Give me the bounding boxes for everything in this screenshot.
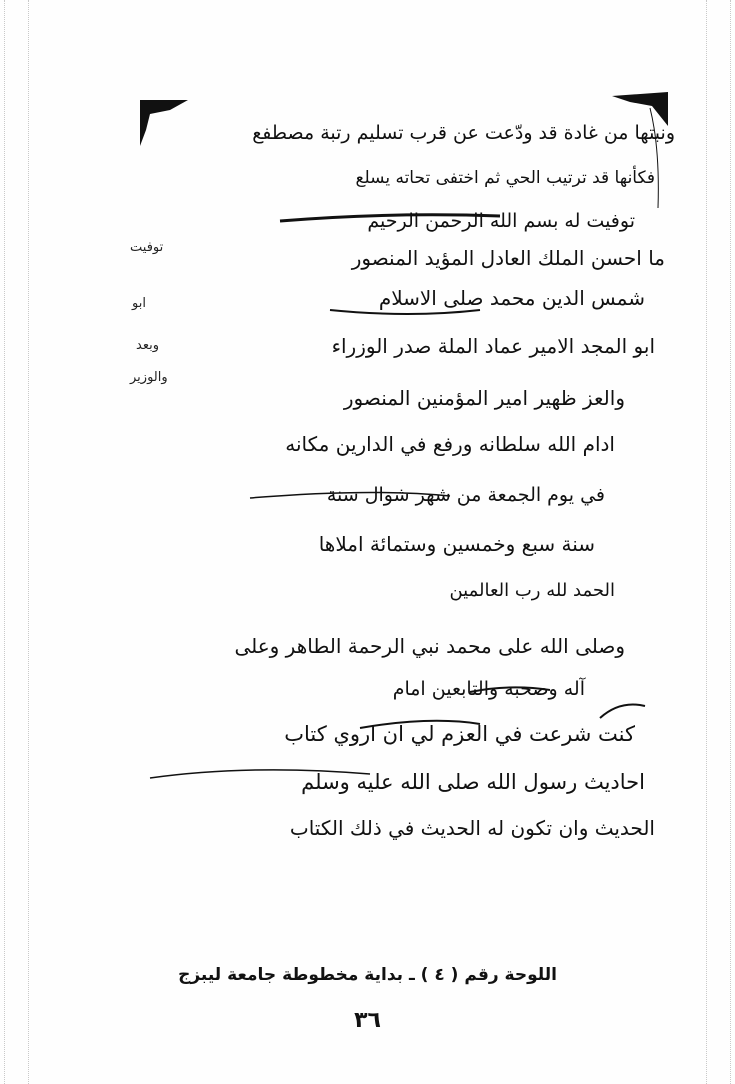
right-inner-guide <box>706 0 707 1084</box>
manuscript-line-11: الحمد لله رب العالمين <box>449 580 615 601</box>
manuscript-line-5: شمس الدين محمد صلى الاسلام <box>378 286 645 310</box>
manuscript-line-7: والعز ظهير امير المؤمنين المنصور <box>343 386 625 410</box>
manuscript-line-9: في يوم الجمعة من شهر شوال سنة <box>326 484 605 506</box>
margin-note-4: والوزير <box>130 370 168 385</box>
manuscript-line-13: آله وصحبه والتابعين امام <box>392 678 585 700</box>
manuscript-line-10: سنة سبع وخمسين وستمائة املاها <box>318 532 595 556</box>
right-edge-guide <box>730 0 731 1084</box>
manuscript-line-15: احاديث رسول الله صلى الله عليه وسلم <box>301 770 645 794</box>
manuscript-line-6: ابو المجد الامير عماد الملة صدر الوزراء <box>331 334 655 358</box>
manuscript-line-3: توفيت له بسم الله الرحمن الرحيم <box>367 210 635 232</box>
left-edge-guide <box>4 0 5 1084</box>
manuscript-line-14: كنت شرعت في العزم لي ان اروي كتاب <box>284 722 635 746</box>
manuscript-line-16: الحديث وان تكون له الحديث في ذلك الكتاب <box>289 816 655 840</box>
margin-note-3: وبعد <box>136 338 159 353</box>
figure-caption: اللوحة رقم ( ٤ ) ـ بداية مخطوطة جامعة ليبزج <box>178 965 557 985</box>
left-inner-guide <box>28 0 29 1084</box>
manuscript-handwriting <box>130 88 675 848</box>
margin-note-1: توفيت <box>130 240 164 255</box>
margin-note-2: ابو <box>132 296 146 311</box>
manuscript-line-1: ونبتها من غادة قد ودّعت عن قرب تسليم رتبة مصطفع <box>252 122 675 144</box>
manuscript-line-12: وصلى الله على محمد نبي الرحمة الطاهر وعلى <box>234 634 625 658</box>
manuscript-line-8: ادام الله سلطانه ورفع في الدارين مكانه <box>285 432 615 456</box>
manuscript-line-4: ما احسن الملك العادل المؤيد المنصور <box>351 246 665 270</box>
page-number: ٣٦ <box>354 1008 381 1033</box>
manuscript-line-2: فكأنها قد ترتيب الحي ثم اختفى تحاته يسلع <box>355 168 655 188</box>
